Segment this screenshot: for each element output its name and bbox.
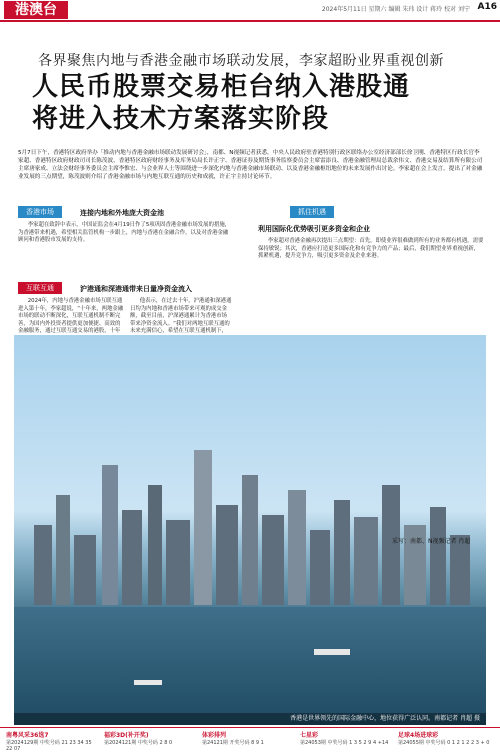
header-meta: 2024年5月11日 星期六 编辑 朱玮 设计 蒋玲 校对 刘宁 <box>321 6 470 13</box>
lottery-name: 足球4场进球彩 <box>398 732 439 739</box>
lead-paragraph: 5月7日下午，香港特区政府举办「推动内地与香港金融市场联动发展研讨会」，南都、N视频记者获悉，中央人民政府驻香港特别行政区联络办公室经济部部长徐卫刚、香港特区行政长官李家超、香港特区政府财政司司长陈茂波、香港特区政府财经事务及库务局局长许正宇、香港证券及期货事务监察委员会主席雷添良、香港金融管理局总裁余伟文、香港交易及结算所有限公司主席唐家成、立法会财经事务委员会主席李惟宏、与会业界人士等围绕进一步深化内地与香港金融市场联动、以及香港金融枢纽地位的未来发展作出讨论。李家超在会上发言，提出了对金融业发展的三点期望，陈茂波则介绍了香港金融市场与内地互联互通的历史和成就，许正宇主持讨论环节。 <box>18 150 483 180</box>
headline-title-line1: 人民币股票交易柜台纳入港股通 <box>32 72 411 102</box>
lottery-name: 体彩排列 <box>202 732 227 739</box>
lottery-info: 第24055期 中奖号码 0 1 2 1 2 2 3 + 0 <box>398 740 490 746</box>
lottery-item <box>104 730 194 746</box>
lottery-item <box>6 730 96 752</box>
section-text-connect-a: 2024年，内地与香港金融市场互联互通进入第十年，李家超说，“十年来，两地金融市场的联动不断深化，互联互通机制不断完善，为国内外投资者提供更加便捷、高效的金融服务，通过互联互通交易的港股，十年 <box>18 298 124 335</box>
lottery-item <box>398 730 494 746</box>
section-title-connect: 沪港通和深港通带来日量净资金流入 <box>80 285 192 293</box>
page-header <box>0 0 500 22</box>
lottery-name: 福彩3D(补开奖) <box>104 732 149 739</box>
author-credit: 采写：南都、N视频记者 肖超 <box>392 538 471 545</box>
lottery-name: 七星彩 <box>300 732 319 739</box>
page-number: A16 <box>477 2 497 12</box>
photo-caption: 香港是世界领先的国际金融中心，地位获得广泛认同。南都记者 肖超 摄 <box>14 713 486 725</box>
headline-title <box>32 71 410 135</box>
lottery-info: 第2024121期 中奖号码 2 8 0 <box>104 740 173 746</box>
lottery-info: 第2024129期 中奖号码 21 23 34 35 22 07 <box>6 740 92 752</box>
section-tag-connect: 互联互通 <box>18 282 62 294</box>
lottery-name: 南粤风采36选7 <box>6 732 49 739</box>
headline-subtitle: 各界聚焦内地与香港金融市场联动发展，李家超盼业界重视创新 <box>38 53 444 69</box>
section-text-connect-b: 他表示，在过去十年，沪港通和深港通日均为内地和香港市场带来可观的成交金额，截至目前，沪深港通累计为香港市场带来净资金流入。“我们对两地互联互通的未来充满信心，希望在互联互通机制下， <box>130 298 232 335</box>
section-logo: 港澳台 <box>4 1 68 19</box>
headline-title-line2: 将进入技术方案落实阶段 <box>32 104 330 134</box>
lottery-item <box>202 730 292 746</box>
section-text-opportunity: 李家超对香港金融再次提出三点期望：首先，即使业界很难做到所有的业务都有机遇，需要保持敏锐；其次，香港应打造更多国际化和有竞争力的产品；最后，我们期望业界重视创新，抓紧机遇，提升竞争力，吸引更多资金及企业来港。 <box>258 238 484 260</box>
section-text-hk-market: 李家超在致辞中表示，中国证监会在4月19日作了5项巩固香港金融市场发展的措施，为香港带来机遇，希望相关监管机构一步跟上，内地与香港在金融合作，以及对香港金融顾问和香港股市发展的支持。 <box>18 222 231 244</box>
lottery-footer <box>0 727 500 751</box>
section-tag-opportunity: 抓住机遇 <box>290 206 334 218</box>
harbour-photo <box>14 335 486 725</box>
lottery-info: 第24121期 开奖号码 8 9 1 <box>202 740 264 746</box>
section-title-hk-market: 连接内地和外地庞大资金池 <box>80 209 164 217</box>
section-title-opportunity: 利用国际化优势吸引更多资金和企业 <box>258 225 370 233</box>
harbour-water <box>14 607 486 725</box>
section-tag-hk-market: 香港市场 <box>18 206 62 218</box>
lottery-info: 第24053期 中奖号码 1 3 5 2 9 4 +14 <box>300 740 389 746</box>
lottery-item <box>300 730 390 746</box>
